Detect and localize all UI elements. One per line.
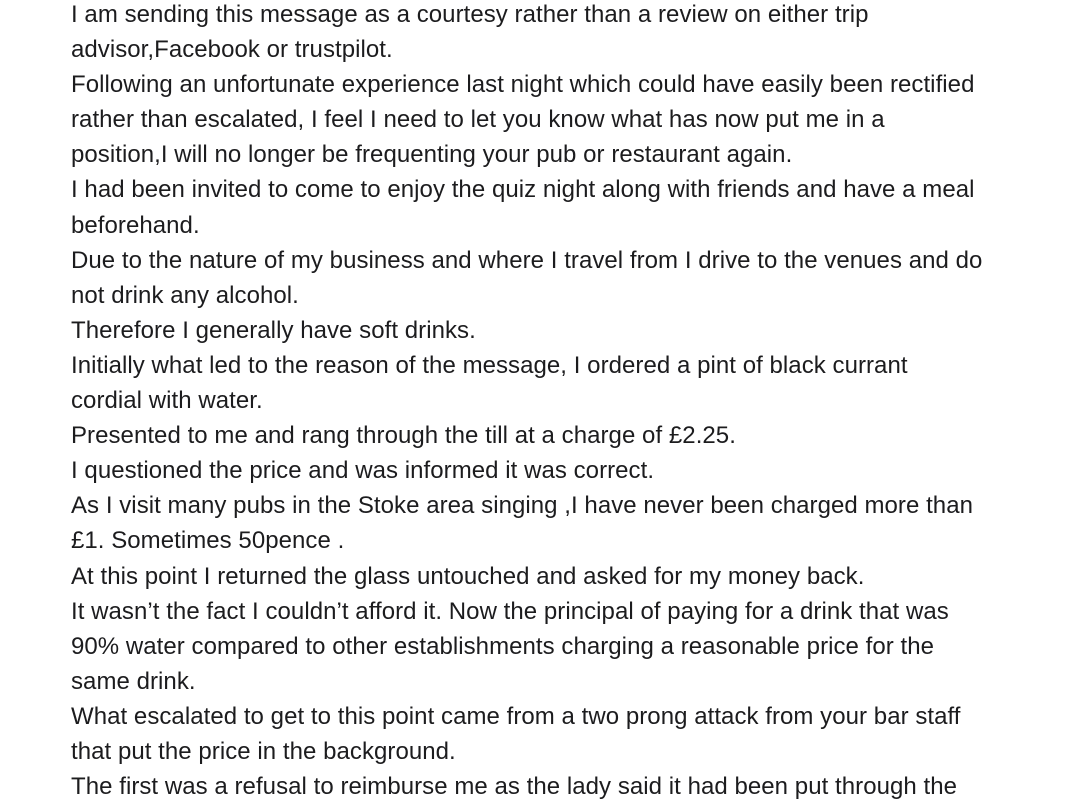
note-line: I am sending this message as a courtesy rather than a review on either trip [71,1,869,28]
note-line: that put the price in the background. [71,737,456,765]
note-line: I had been invited to come to enjoy the quiz night along with friends and have a meal [71,176,975,204]
note-line: cordial with water. [71,387,263,415]
note-line: Presented to me and rang through the till at a charge of £2.25. [71,422,736,450]
note-line: Following an unfortunate experience last night which could have easily been rectified [71,71,975,99]
note-line: The first was a refusal to reimburse me as the lady said it had been put through the [71,773,958,801]
note-line: £1. Sometimes 50pence . [71,527,345,555]
note-line: Initially what led to the reason of the message, I ordered a pint of black currant [71,351,908,379]
note-line: advisor,Facebook or trustpilot. [71,36,393,64]
note-line: Therefore I generally have soft drinks. [71,316,476,344]
note-line: It wasn’t the fact I couldn’t afford it. Now the principal of paying for a drink that was [71,597,949,625]
note-line: beforehand. [71,211,200,239]
note-line: rather than escalated, I feel I need to let you know what has now put me in a [71,106,885,134]
note-line: Due to the nature of my business and where I travel from I drive to the venues and do [71,246,983,274]
note-line: same drink. [71,667,196,695]
note-line: 90% water compared to other establishments charging a reasonable price for the [71,632,935,660]
note-line: position,I will no longer be frequenting your pub or restaurant again. [71,141,793,169]
note-line: At this point I returned the glass untouched and asked for my money back. [71,562,865,590]
note-line: not drink any alcohol. [71,281,299,309]
note-text-body[interactable] [71,0,1061,804]
note-line: What escalated to get to this point came from a two prong attack from your bar staff [71,702,961,730]
note-line: I questioned the price and was informed it was correct. [71,457,655,485]
note-line: As I visit many pubs in the Stoke area singing ,I have never been charged more than [71,492,974,520]
